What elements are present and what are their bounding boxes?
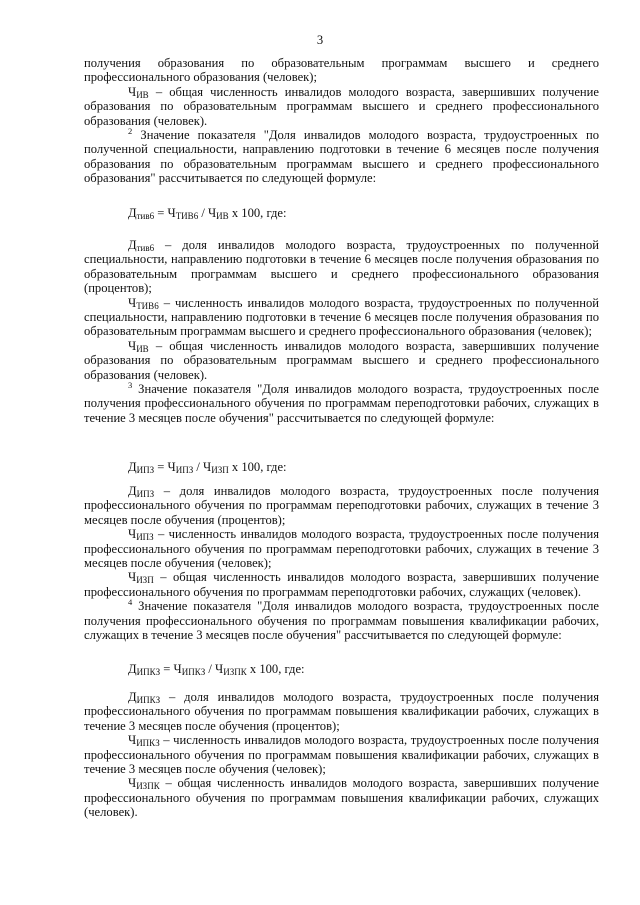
- symbol: Ч: [128, 84, 137, 99]
- definition-chiv: $Ч_{ИВ}$ – общая численность инвалидов молодого возраста, завершивших получение образования по образовательным программам высшего и среднего профессионального образования (человек).: [84, 338, 599, 382]
- footnote-mark: 3: [128, 380, 133, 391]
- definition-chizp: $Ч_{ИЗП}$ – общая численность инвалидов молодого возраста, завершивших получение профессионального обучения по программам переподготовки рабочих, служащих (человек).: [84, 570, 599, 599]
- definition-chizpk: $Ч_{ИЗПК}$ – общая численность инвалидов молодого возраста, завершивших получение профессионального обучения по программам повышения квалификации рабочих, служащих (человек).: [84, 776, 599, 820]
- note-2-paragraph: [84, 128, 599, 186]
- continuation-paragraph: получения образования по образовательным программам высшего и среднего профессионального образования (человек);: [84, 56, 599, 85]
- page-number: 3: [316, 33, 324, 47]
- note-4-definitions: [84, 690, 599, 820]
- definition-chipz: $Ч_{ИПЗ}$ – численность инвалидов молодого возраста, трудоустроенных после получения профессионального обучения по программам переподготовки рабочих, служащих в течение 3 месяцев после обучения (человек);: [84, 527, 599, 571]
- formula-note-2: $Д_{тив6} = Ч_{ТИВ6} / Ч_{ИВ}$ х 100, где:: [128, 206, 287, 221]
- definition-chipkz: $Ч_{ИПКЗ}$ – численность инвалидов молодого возраста, трудоустроенных после получения профессионального обучения по программам повышения квалификации рабочих, служащих в течение 3 месяцев после обучения (человек);: [84, 733, 599, 777]
- note-2-definitions: [84, 238, 599, 425]
- top-block: [84, 56, 599, 186]
- footnote-mark: 4: [128, 597, 133, 608]
- formula-note-3: $Д_{ИПЗ} = Ч_{ИПЗ} / Ч_{ИЗП}$ х 100, где:: [128, 460, 287, 475]
- definition-chiv: [84, 85, 599, 128]
- definition-dtiv6: $Д_{тив6}$ – доля инвалидов молодого возраста, трудоустроенных по полученной специальности, направлению подготовки в течение 6 месяцев после получения образования по образовательным программам высшего и среднего профессионального образования (процентов);: [84, 238, 599, 296]
- note-text: Значение показателя "Доля инвалидов молодого возраста, трудоустроенных по полученной специальности, направлению подготовки в течение 6 месяцев после получения образования по образовательным программам высшего и среднего профессионального образования" рассчитывается по следующей формуле:: [84, 128, 599, 186]
- note-3-definitions: [84, 484, 599, 642]
- note-4-paragraph: $^4$ Значение показателя "Доля инвалидов молодого возраста, трудоустроенных после получения профессионального обучения по программам повышения квалификации рабочих, служащих в течение 3 месяцев после обучения" рассчитывается по следующей формуле:: [84, 597, 599, 643]
- footnote-mark: 2: [128, 126, 133, 137]
- formula-note-4: $Д_{ИПКЗ} = Ч_{ИПКЗ} / Ч_{ИЗПК}$ х 100, где:: [128, 662, 305, 677]
- symbol-subscript: ИВ: [136, 89, 149, 100]
- definition-dipz: $Д_{ИПЗ}$ – доля инвалидов молодого возраста, трудоустроенных после получения профессионального обучения по программам переподготовки рабочих, служащих в течение 3 месяцев после обучения (процентов);: [84, 484, 599, 527]
- definition-dipkz: $Д_{ИПКЗ}$ – доля инвалидов молодого возраста, трудоустроенных после получения профессионального обучения по программам повышения квалификации рабочих, служащих в течение 3 месяцев после обучения (процентов);: [84, 690, 599, 733]
- definition-chtiv6: $Ч_{ТИВ6}$ – численность инвалидов молодого возраста, трудоустроенных по полученной специальности, направлению подготовки в течение 6 месяцев после получения образования по образовательным программам высшего и среднего профессионального образования (человек);: [84, 295, 599, 339]
- definition-text: – общая численность инвалидов молодого возраста, завершивших получение образования по образовательным программам высшего и среднего профессионального образования (человек).: [84, 84, 599, 128]
- note-3-paragraph: $^3$ Значение показателя "Доля инвалидов молодого возраста, трудоустроенных после получения профессионального обучения по программам переподготовки рабочих, служащих в течение 3 месяцев после обучения" рассчитывается по следующей формуле:: [84, 380, 599, 425]
